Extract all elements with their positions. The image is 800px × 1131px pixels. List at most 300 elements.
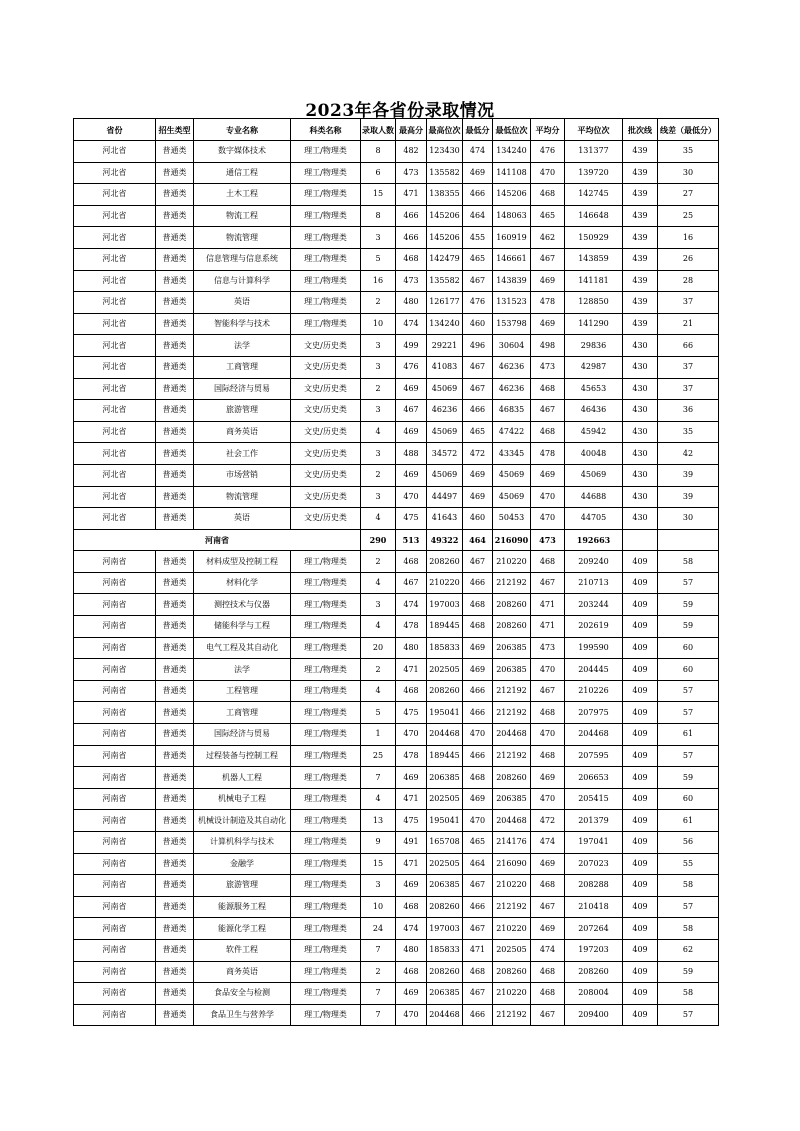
table-cell: 467 (463, 918, 493, 940)
table-cell: 142745 (565, 184, 623, 206)
table-cell: 30 (658, 162, 719, 184)
table-cell: 40048 (565, 443, 623, 465)
table-cell: 469 (531, 464, 565, 486)
table-cell: 468 (531, 983, 565, 1005)
table-cell: 468 (463, 767, 493, 789)
table-cell: 29221 (427, 335, 463, 357)
table-row (74, 270, 719, 292)
table-cell: 135582 (427, 270, 463, 292)
table-row (74, 939, 719, 961)
column-header: 招生类型 (156, 119, 194, 141)
table-cell: 209240 (565, 551, 623, 573)
table-cell: 466 (396, 205, 427, 227)
table-cell: 212192 (493, 896, 531, 918)
table-cell: 202619 (565, 616, 623, 638)
column-header: 最低分 (463, 119, 493, 141)
table-cell: 212192 (493, 702, 531, 724)
table-cell: 文史/历史类 (291, 486, 361, 508)
table-cell: 466 (463, 572, 493, 594)
table-cell: 45069 (427, 378, 463, 400)
table-cell: 409 (623, 724, 658, 746)
table-cell: 10 (361, 896, 396, 918)
table-cell: 普通类 (156, 227, 194, 249)
table-cell: 141108 (493, 162, 531, 184)
table-cell: 46236 (427, 400, 463, 422)
table-cell: 文史/历史类 (291, 421, 361, 443)
table-cell: 36 (658, 400, 719, 422)
table-cell: 河南省 (74, 788, 156, 810)
table-cell: 146648 (565, 205, 623, 227)
table-cell: 30604 (493, 335, 531, 357)
table-cell: 199590 (565, 637, 623, 659)
table-cell: 467 (463, 356, 493, 378)
table-cell: 37 (658, 378, 719, 400)
table-cell: 467 (531, 680, 565, 702)
table-cell: 46835 (493, 400, 531, 422)
table-cell: 466 (463, 400, 493, 422)
table-cell: 机械设计制造及其自动化 (194, 810, 291, 832)
table-cell: 143859 (565, 248, 623, 270)
table-cell: 468 (463, 594, 493, 616)
summary-cell: 192663 (565, 529, 623, 551)
column-header: 最低位次 (493, 119, 531, 141)
table-cell: 44497 (427, 486, 463, 508)
table-cell: 普通类 (156, 680, 194, 702)
table-cell: 409 (623, 832, 658, 854)
table-cell: 物流工程 (194, 205, 291, 227)
table-cell: 8 (361, 205, 396, 227)
table-cell: 208260 (565, 961, 623, 983)
table-cell: 59 (658, 616, 719, 638)
table-cell: 467 (531, 248, 565, 270)
table-cell: 134240 (427, 313, 463, 335)
table-cell: 207023 (565, 853, 623, 875)
table-cell: 206385 (427, 875, 463, 897)
table-cell: 过程装备与控制工程 (194, 745, 291, 767)
table-cell: 文史/历史类 (291, 464, 361, 486)
table-cell: 理工/物理类 (291, 637, 361, 659)
table-cell: 469 (463, 162, 493, 184)
table-cell: 467 (463, 378, 493, 400)
table-cell: 499 (396, 335, 427, 357)
table-cell: 机器人工程 (194, 767, 291, 789)
table-cell: 普通类 (156, 875, 194, 897)
table-cell: 河南省 (74, 810, 156, 832)
table-cell: 河南省 (74, 918, 156, 940)
table-cell: 467 (531, 572, 565, 594)
table-cell: 430 (623, 335, 658, 357)
table-cell: 理工/物理类 (291, 788, 361, 810)
table-cell: 3 (361, 594, 396, 616)
table-cell: 465 (463, 248, 493, 270)
table-cell: 文史/历史类 (291, 378, 361, 400)
table-cell: 理工/物理类 (291, 939, 361, 961)
table-cell: 文史/历史类 (291, 443, 361, 465)
table-cell: 普通类 (156, 184, 194, 206)
table-cell: 206385 (493, 659, 531, 681)
table-cell: 478 (396, 745, 427, 767)
table-cell: 141290 (565, 313, 623, 335)
table-cell: 理工/物理类 (291, 205, 361, 227)
table-cell: 468 (396, 961, 427, 983)
table-cell: 212192 (493, 1004, 531, 1026)
table-cell: 464 (463, 205, 493, 227)
table-cell: 202505 (493, 939, 531, 961)
table-row (74, 832, 719, 854)
table-cell: 20 (361, 637, 396, 659)
table-cell: 210713 (565, 572, 623, 594)
column-header: 最高分 (396, 119, 427, 141)
table-cell: 普通类 (156, 270, 194, 292)
table-cell: 57 (658, 1004, 719, 1026)
table-cell: 491 (396, 832, 427, 854)
table-cell: 430 (623, 443, 658, 465)
table-cell: 法学 (194, 659, 291, 681)
table-cell: 460 (463, 508, 493, 530)
table-cell: 205415 (565, 788, 623, 810)
table-cell: 普通类 (156, 421, 194, 443)
table-cell: 储能科学与工程 (194, 616, 291, 638)
table-cell: 207264 (565, 918, 623, 940)
table-cell: 24 (361, 918, 396, 940)
table-cell: 471 (531, 616, 565, 638)
table-cell: 37 (658, 356, 719, 378)
table-cell: 理工/物理类 (291, 875, 361, 897)
summary-cell: 473 (531, 529, 565, 551)
table-cell: 496 (463, 335, 493, 357)
table-cell: 469 (463, 464, 493, 486)
table-cell: 204468 (427, 724, 463, 746)
table-cell: 43345 (493, 443, 531, 465)
header-row (74, 119, 719, 141)
table-cell: 469 (396, 421, 427, 443)
table-cell: 430 (623, 400, 658, 422)
table-row (74, 637, 719, 659)
table-cell: 210220 (493, 983, 531, 1005)
table-row (74, 961, 719, 983)
table-cell: 210220 (493, 918, 531, 940)
admission-table (73, 118, 719, 1026)
table-cell: 5 (361, 702, 396, 724)
table-row (74, 184, 719, 206)
table-cell: 普通类 (156, 939, 194, 961)
table-cell: 468 (531, 551, 565, 573)
table-cell: 46236 (493, 378, 531, 400)
table-cell: 河南省 (74, 983, 156, 1005)
table-cell: 409 (623, 551, 658, 573)
table-cell: 473 (531, 637, 565, 659)
table-cell: 59 (658, 961, 719, 983)
table-cell: 57 (658, 702, 719, 724)
table-cell: 理工/物理类 (291, 313, 361, 335)
table-cell: 467 (396, 572, 427, 594)
table-cell: 470 (531, 486, 565, 508)
table-cell: 471 (396, 788, 427, 810)
table-cell: 普通类 (156, 724, 194, 746)
table-cell: 35 (658, 141, 719, 163)
table-cell: 469 (463, 788, 493, 810)
table-cell: 食品安全与检测 (194, 983, 291, 1005)
table-cell: 普通类 (156, 788, 194, 810)
table-cell: 7 (361, 767, 396, 789)
table-cell: 197003 (427, 918, 463, 940)
table-cell: 135582 (427, 162, 463, 184)
table-cell: 2 (361, 659, 396, 681)
table-row (74, 724, 719, 746)
table-cell: 50453 (493, 508, 531, 530)
table-cell: 河南省 (74, 616, 156, 638)
table-cell: 473 (396, 270, 427, 292)
table-cell: 138355 (427, 184, 463, 206)
table-cell: 28 (658, 270, 719, 292)
table-cell: 河南省 (74, 551, 156, 573)
table-cell: 430 (623, 486, 658, 508)
table-cell: 474 (396, 313, 427, 335)
table-cell: 47422 (493, 421, 531, 443)
table-cell: 普通类 (156, 1004, 194, 1026)
table-cell: 2 (361, 378, 396, 400)
table-cell: 470 (531, 724, 565, 746)
table-cell: 468 (531, 702, 565, 724)
table-cell: 126177 (427, 292, 463, 314)
table-cell: 123430 (427, 141, 463, 163)
table-cell: 468 (531, 875, 565, 897)
table-row (74, 572, 719, 594)
table-cell: 理工/物理类 (291, 983, 361, 1005)
table-cell: 信息与计算科学 (194, 270, 291, 292)
table-cell: 204468 (565, 724, 623, 746)
table-cell: 471 (396, 659, 427, 681)
table-cell: 河南省 (74, 875, 156, 897)
table-cell: 208260 (427, 680, 463, 702)
table-cell: 4 (361, 572, 396, 594)
table-cell: 45069 (427, 421, 463, 443)
table-row (74, 248, 719, 270)
table-cell: 普通类 (156, 292, 194, 314)
table-cell: 131523 (493, 292, 531, 314)
table-cell: 工商管理 (194, 702, 291, 724)
table-cell: 185833 (427, 939, 463, 961)
table-cell: 15 (361, 853, 396, 875)
table-cell: 206385 (427, 983, 463, 1005)
table-cell: 57 (658, 572, 719, 594)
table-cell: 482 (396, 141, 427, 163)
table-cell: 能源服务工程 (194, 896, 291, 918)
column-header: 平均位次 (565, 119, 623, 141)
table-cell: 195041 (427, 702, 463, 724)
table-cell: 197203 (565, 939, 623, 961)
column-header: 科类名称 (291, 119, 361, 141)
table-row (74, 983, 719, 1005)
table-cell: 能源化学工程 (194, 918, 291, 940)
table-cell: 普通类 (156, 551, 194, 573)
table-cell: 旅游管理 (194, 400, 291, 422)
table-cell: 61 (658, 724, 719, 746)
table-cell: 145206 (427, 205, 463, 227)
table-cell: 59 (658, 594, 719, 616)
table-cell: 150929 (565, 227, 623, 249)
table-cell: 409 (623, 594, 658, 616)
table-cell: 208260 (493, 594, 531, 616)
table-cell: 7 (361, 983, 396, 1005)
table-row (74, 486, 719, 508)
table-cell: 480 (396, 939, 427, 961)
table-cell: 3 (361, 443, 396, 465)
table-cell: 467 (463, 270, 493, 292)
table-cell: 普通类 (156, 378, 194, 400)
table-cell: 470 (463, 810, 493, 832)
table-cell: 203244 (565, 594, 623, 616)
table-cell: 45069 (493, 486, 531, 508)
table-cell: 河南省 (74, 853, 156, 875)
table-cell: 普通类 (156, 983, 194, 1005)
table-cell: 理工/物理类 (291, 896, 361, 918)
summary-cell: 河南省 (74, 529, 361, 551)
table-cell: 软件工程 (194, 939, 291, 961)
table-cell: 480 (396, 292, 427, 314)
table-cell: 468 (396, 680, 427, 702)
table-cell: 河南省 (74, 767, 156, 789)
table-row (74, 875, 719, 897)
table-cell: 474 (396, 918, 427, 940)
table-cell: 468 (396, 551, 427, 573)
table-cell: 409 (623, 1004, 658, 1026)
table-row (74, 227, 719, 249)
table-cell: 475 (396, 810, 427, 832)
table-cell: 理工/物理类 (291, 832, 361, 854)
table-cell: 普通类 (156, 616, 194, 638)
table-cell: 15 (361, 184, 396, 206)
table-cell: 理工/物理类 (291, 572, 361, 594)
table-cell: 3 (361, 400, 396, 422)
table-cell: 英语 (194, 292, 291, 314)
table-cell: 141181 (565, 270, 623, 292)
table-cell: 465 (463, 421, 493, 443)
table-cell: 473 (396, 162, 427, 184)
table-cell: 409 (623, 616, 658, 638)
table-cell: 29836 (565, 335, 623, 357)
table-cell: 河北省 (74, 313, 156, 335)
table-cell: 普通类 (156, 508, 194, 530)
table-cell: 理工/物理类 (291, 918, 361, 940)
table-cell: 2 (361, 292, 396, 314)
table-cell: 理工/物理类 (291, 810, 361, 832)
table-row (74, 659, 719, 681)
table-cell: 204468 (427, 1004, 463, 1026)
table-cell: 河北省 (74, 184, 156, 206)
table-cell: 62 (658, 939, 719, 961)
table-cell: 河北省 (74, 335, 156, 357)
table-cell: 河南省 (74, 961, 156, 983)
table-cell: 理工/物理类 (291, 702, 361, 724)
table-cell: 210226 (565, 680, 623, 702)
table-cell: 食品卫生与营养学 (194, 1004, 291, 1026)
table-cell: 理工/物理类 (291, 724, 361, 746)
table-cell: 39 (658, 486, 719, 508)
table-row (74, 745, 719, 767)
table-cell: 物流管理 (194, 227, 291, 249)
table-cell: 测控技术与仪器 (194, 594, 291, 616)
summary-cell: 290 (361, 529, 396, 551)
table-cell: 469 (396, 983, 427, 1005)
table-cell: 材料成型及控制工程 (194, 551, 291, 573)
table-cell: 普通类 (156, 486, 194, 508)
table-cell: 472 (463, 443, 493, 465)
table-cell: 理工/物理类 (291, 227, 361, 249)
table-row (74, 702, 719, 724)
table-cell: 469 (396, 464, 427, 486)
table-cell: 理工/物理类 (291, 292, 361, 314)
table-cell: 3 (361, 335, 396, 357)
table-cell: 474 (463, 141, 493, 163)
table-cell: 7 (361, 939, 396, 961)
table-cell: 206385 (493, 788, 531, 810)
table-cell: 210220 (427, 572, 463, 594)
table-cell: 143839 (493, 270, 531, 292)
table-cell: 普通类 (156, 594, 194, 616)
table-cell: 34572 (427, 443, 463, 465)
table-cell: 普通类 (156, 745, 194, 767)
table-cell: 409 (623, 896, 658, 918)
table-cell: 476 (531, 141, 565, 163)
column-header: 线差（最低分） (658, 119, 719, 141)
table-cell: 202505 (427, 853, 463, 875)
table-cell: 208260 (493, 616, 531, 638)
table-cell: 2 (361, 464, 396, 486)
table-cell: 476 (396, 356, 427, 378)
table-cell: 439 (623, 141, 658, 163)
table-cell: 法学 (194, 335, 291, 357)
table-cell: 128850 (565, 292, 623, 314)
table-cell: 理工/物理类 (291, 659, 361, 681)
table-cell: 27 (658, 184, 719, 206)
table-cell: 普通类 (156, 356, 194, 378)
summary-cell: 216090 (493, 529, 531, 551)
table-cell: 471 (396, 853, 427, 875)
table-cell: 430 (623, 421, 658, 443)
table-cell: 普通类 (156, 248, 194, 270)
table-cell: 理工/物理类 (291, 141, 361, 163)
table-cell: 469 (463, 659, 493, 681)
column-header: 录取人数 (361, 119, 396, 141)
table-cell: 466 (463, 745, 493, 767)
table-cell: 理工/物理类 (291, 961, 361, 983)
table-cell: 439 (623, 162, 658, 184)
table-cell: 普通类 (156, 853, 194, 875)
table-cell: 45069 (493, 464, 531, 486)
table-cell: 3 (361, 227, 396, 249)
table-cell: 44705 (565, 508, 623, 530)
table-cell: 河北省 (74, 205, 156, 227)
table-row (74, 616, 719, 638)
column-header: 平均分 (531, 119, 565, 141)
table-row (74, 335, 719, 357)
table-cell: 207595 (565, 745, 623, 767)
table-cell: 469 (463, 637, 493, 659)
table-cell: 河南省 (74, 637, 156, 659)
table-cell: 电气工程及其自动化 (194, 637, 291, 659)
table-cell: 439 (623, 248, 658, 270)
table-cell: 6 (361, 162, 396, 184)
table-cell: 文史/历史类 (291, 356, 361, 378)
table-cell: 468 (396, 896, 427, 918)
table-row (74, 356, 719, 378)
table-cell: 478 (531, 443, 565, 465)
table-cell: 480 (396, 637, 427, 659)
table-cell: 普通类 (156, 400, 194, 422)
table-cell: 45069 (565, 464, 623, 486)
table-cell: 210220 (493, 551, 531, 573)
